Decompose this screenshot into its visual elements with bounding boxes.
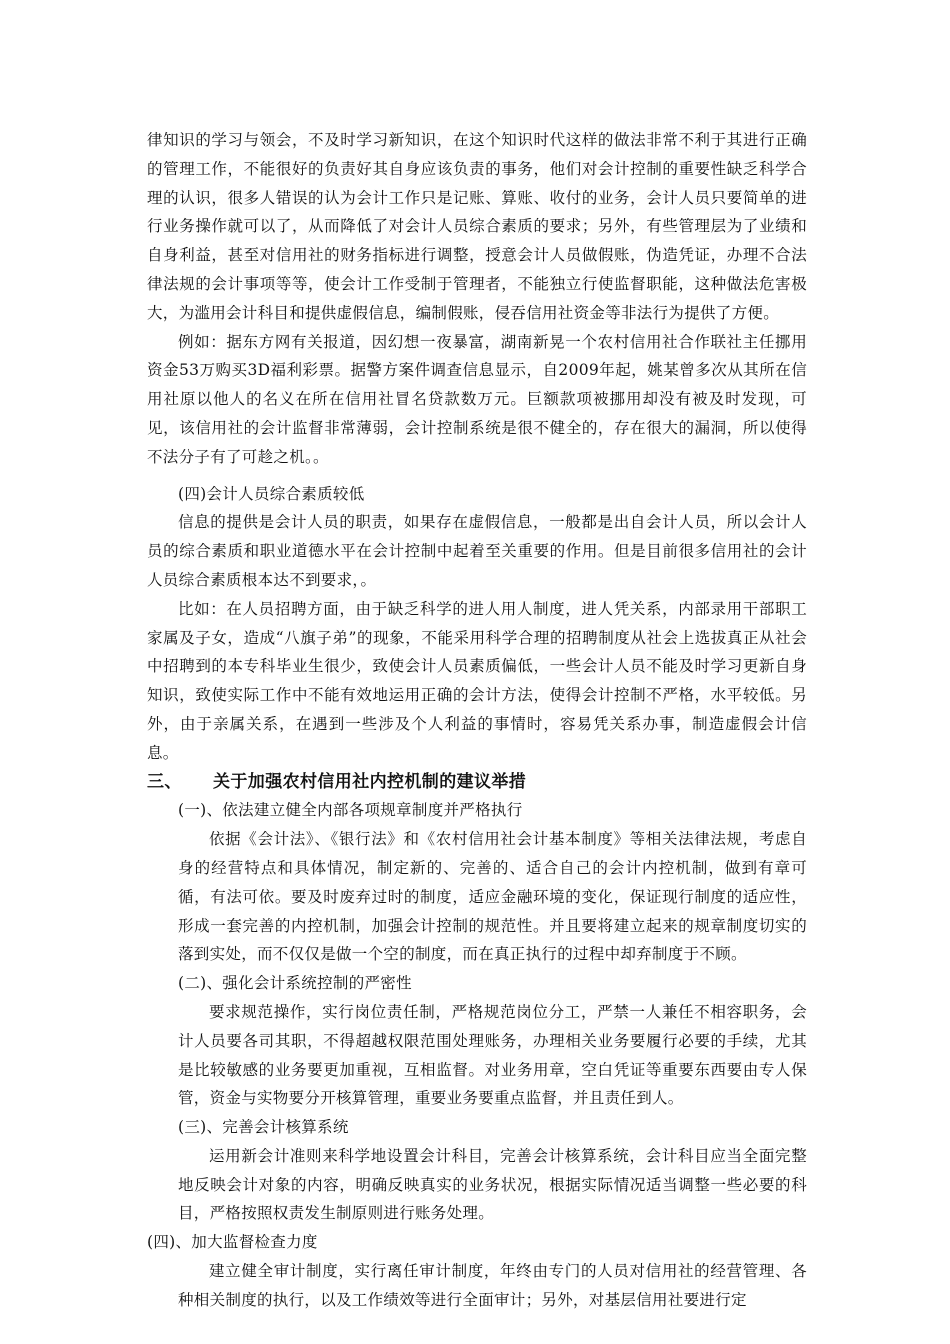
measure-three-title: (三)、完善会计核算系统	[178, 1118, 349, 1137]
measure-two-title: (二)、强化会计系统控制的严密性	[178, 974, 412, 993]
document-page	[147, 126, 807, 1315]
measure-two-body-wrap	[147, 998, 807, 1113]
hiring-paragraph: 比如：在人员招聘方面，由于缺乏科学的进人用人制度，进人凭关系，内部录用干部职工家属及子女，造成“八旗子弟”的现象，不能采用科学合理的招聘制度从社会上选拔真正从社会中招聘到的本专科毕业生很少，致使会计人员素质偏低，一些会计人员不能及时学习更新自身知识，致使实际工作中不能有效地运用正确的会计方法，使得会计控制不严格，水平较低。另外，由于亲属关系，在遇到一些涉及个人利益的事情时，容易凭关系办事，制造虚假会计信息。	[147, 599, 807, 762]
subsection-four-title: (四)会计人员综合素质较低	[178, 484, 365, 503]
measure-three-body-wrap	[147, 1142, 807, 1228]
measure-one-body-wrap	[147, 825, 807, 969]
section-three-title: 关于加强农村信用社内控机制的建议举措	[213, 771, 527, 792]
measure-three-body: 运用新会计准则来科学地设置会计科目，完善会计核算系统，会计科目应当全面完整地反映会计对象的内容，明确反映真实的业务状况，根据实际情况适当调整一些必要的科目，严格按照权责发生制原则进行账务处理。	[178, 1146, 807, 1223]
example-paragraph: 例如：据东方网有关报道，因幻想一夜暴富，湖南新晃一个农村信用社合作联社主任挪用资金53万购买3D福利彩票。据警方案件调查信息显示，自2009年起，姚某曾多次从其所在信用社原以他人的名义在所在信用社冒名贷款数万元。巨额款项被挪用却没有被及时发现，可见，该信用社的会计监督非常薄弱，会计控制系统是很不健全的，存在很大的漏洞，所以使得不法分子有了可趁之机。。	[147, 332, 807, 466]
measure-four-body: 建立健全审计制度，实行离任审计制度，年终由专门的人员对信用社的经营管理、各种相关制度的执行，以及工作绩效等进行全面审计；另外，对基层信用社要进行定	[178, 1262, 807, 1309]
section-three-number: 三、	[147, 771, 182, 792]
measure-one-title: (一)、依法建立健全内部各项规章制度并严格执行	[178, 801, 523, 820]
section-three-heading	[147, 768, 807, 797]
measure-two-body: 要求规范操作，实行岗位责任制，严格规范岗位分工，严禁一人兼任不相容职务，会计人员要各司其职，不得超越权限范围处理账务，办理相关业务要履行必要的手续，尤其是比较敏感的业务要更加重视，互相监督。对业务用章，空白凭证等重要东西要由专人保管，资金与实物要分开核算管理，重要业务要重点监督，并且责任到人。	[178, 1002, 807, 1108]
measure-four-title: (四)、加大监督检查力度	[147, 1233, 318, 1252]
measure-four-body-wrap	[147, 1257, 807, 1315]
intro-paragraph: 律知识的学习与领会，不及时学习新知识，在这个知识时代这样的做法非常不利于其进行正确的管理工作，不能很好的负责好其自身应该负责的事务，他们对会计控制的重要性缺乏科学合理的认识，很多人错误的认为会计工作只是记账、算账、收付的业务，会计人员只要简单的进行业务操作就可以了，从而降低了对会计人员综合素质的要求；另外，有些管理层为了业绩和自身利益，甚至对信用社的财务指标进行调整，授意会计人员做假账，伪造凭证，办理不合法律法规的会计事项等等，使会计工作受制于管理者，不能独立行使监督职能，这种做法危害极大，为滥用会计科目和提供虚假信息，编制假账，侵吞信用社资金等非法行为提供了方便。	[147, 131, 807, 322]
quality-paragraph: 信息的提供是会计人员的职责，如果存在虚假信息，一般都是出自会计人员，所以会计人员的综合素质和职业道德水平在会计控制中起着至关重要的作用。但是目前很多信用社的会计人员综合素质根本达不到要求，。	[147, 513, 807, 589]
measure-one-body: 依据《会计法》、《银行法》和《农村信用社会计基本制度》等相关法律法规，考虑自身的经营特点和具体情况，制定新的、完善的、适合自己的会计内控机制，做到有章可循，有法可依。要及时废弃过时的制度，适应金融环境的变化，保证现行制度的适应性，形成一套完善的内控机制，加强会计控制的规范性。并且要将建立起来的规章制度切实的落到实处，而不仅仅是做一个空的制度，而在真正执行的过程中却弃制度于不顾。	[178, 830, 807, 964]
